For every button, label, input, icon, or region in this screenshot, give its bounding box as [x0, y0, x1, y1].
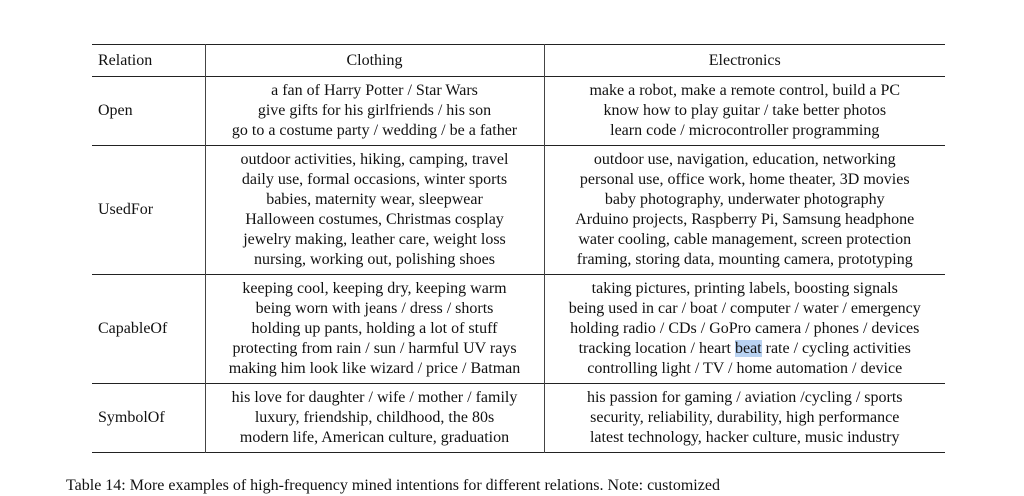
clothing-line: modern life, American culture, graduation: [239, 429, 510, 446]
electronics-line: outdoor use, navigation, education, networking: [593, 151, 896, 168]
electronics-line: security, reliability, durability, high performance: [590, 409, 900, 426]
relation-cell: Open: [98, 102, 133, 119]
clothing-cell: [205, 77, 544, 146]
clothing-line: give gifts for his girlfriends / his son: [257, 102, 492, 119]
clothing-line: being worn with jeans / dress / shorts: [255, 300, 494, 317]
electronics-line: his passion for gaming / aviation /cycling / sports: [586, 389, 903, 406]
intentions-table: [92, 44, 945, 453]
electronics-cell: [544, 384, 945, 453]
relation-cell: UsedFor: [98, 201, 154, 218]
electronics-line: taking pictures, printing labels, boosting signals: [591, 280, 898, 297]
table-row: [92, 275, 945, 384]
relation-cell: CapableOf: [98, 320, 168, 337]
electronics-line: make a robot, make a remote control, build a PC: [589, 82, 901, 99]
header-electronics: Electronics: [544, 45, 945, 77]
intentions-table-container: [92, 44, 945, 453]
clothing-line: keeping cool, keeping dry, keeping warm: [242, 280, 507, 297]
electronics-line: holding radio / CDs / GoPro camera / phones / devices: [570, 320, 920, 337]
table-body: [92, 77, 945, 453]
clothing-line: daily use, formal occasions, winter sports: [241, 171, 508, 188]
clothing-line: holding up pants, holding a lot of stuff: [251, 320, 498, 337]
electronics-cell: [544, 275, 945, 384]
clothing-line: a fan of Harry Potter / Star Wars: [271, 82, 478, 99]
table-row: [92, 77, 945, 146]
electronics-line: baby photography, underwater photography: [604, 191, 885, 208]
clothing-line: luxury, friendship, childhood, the 80s: [254, 409, 495, 426]
clothing-line: jewelry making, leather care, weight loss: [243, 231, 506, 248]
electronics-line: framing, storing data, mounting camera, prototyping: [576, 251, 913, 268]
relation-cell: SymbolOf: [98, 409, 165, 426]
electronics-line: know how to play guitar / take better photos: [603, 102, 887, 119]
electronics-line: controlling light / TV / home automation / device: [587, 360, 903, 377]
clothing-line: protecting from rain / sun / harmful UV rays: [232, 340, 517, 357]
header-relation: Relation: [98, 52, 153, 69]
clothing-line: Halloween costumes, Christmas cosplay: [245, 211, 504, 228]
clothing-line: his love for daughter / wife / mother / family: [231, 389, 518, 406]
electronics-line: Arduino projects, Raspberry Pi, Samsung headphone: [575, 211, 915, 228]
selected-text-highlight: beat: [734, 340, 762, 357]
electronics-line: latest technology, hacker culture, music industry: [589, 429, 900, 446]
electronics-line: tracking location / heart beat rate / cycling activities: [578, 340, 911, 357]
electronics-line: personal use, office work, home theater, 3D movies: [579, 171, 910, 188]
table-caption: Table 14: More examples of high-frequency mined intentions for different relations. Note: customized: [66, 477, 720, 494]
electronics-cell: [544, 77, 945, 146]
clothing-line: outdoor activities, hiking, camping, travel: [240, 151, 509, 168]
clothing-line: nursing, working out, polishing shoes: [254, 251, 495, 268]
electronics-cell: [544, 146, 945, 275]
table-row: [92, 146, 945, 275]
clothing-cell: [205, 275, 544, 384]
electronics-line: water cooling, cable management, screen protection: [578, 231, 912, 248]
electronics-line: being used in car / boat / computer / water / emergency: [568, 300, 921, 317]
clothing-cell: [205, 146, 544, 275]
clothing-line: go to a costume party / wedding / be a father: [231, 122, 518, 139]
clothing-line: making him look like wizard / price / Batman: [228, 360, 521, 377]
electronics-line: learn code / microcontroller programming: [610, 122, 880, 139]
table-row: [92, 384, 945, 453]
header-clothing: Clothing: [205, 45, 544, 77]
clothing-line: babies, maternity wear, sleepwear: [266, 191, 483, 208]
table-header-row: [92, 45, 945, 77]
clothing-cell: [205, 384, 544, 453]
